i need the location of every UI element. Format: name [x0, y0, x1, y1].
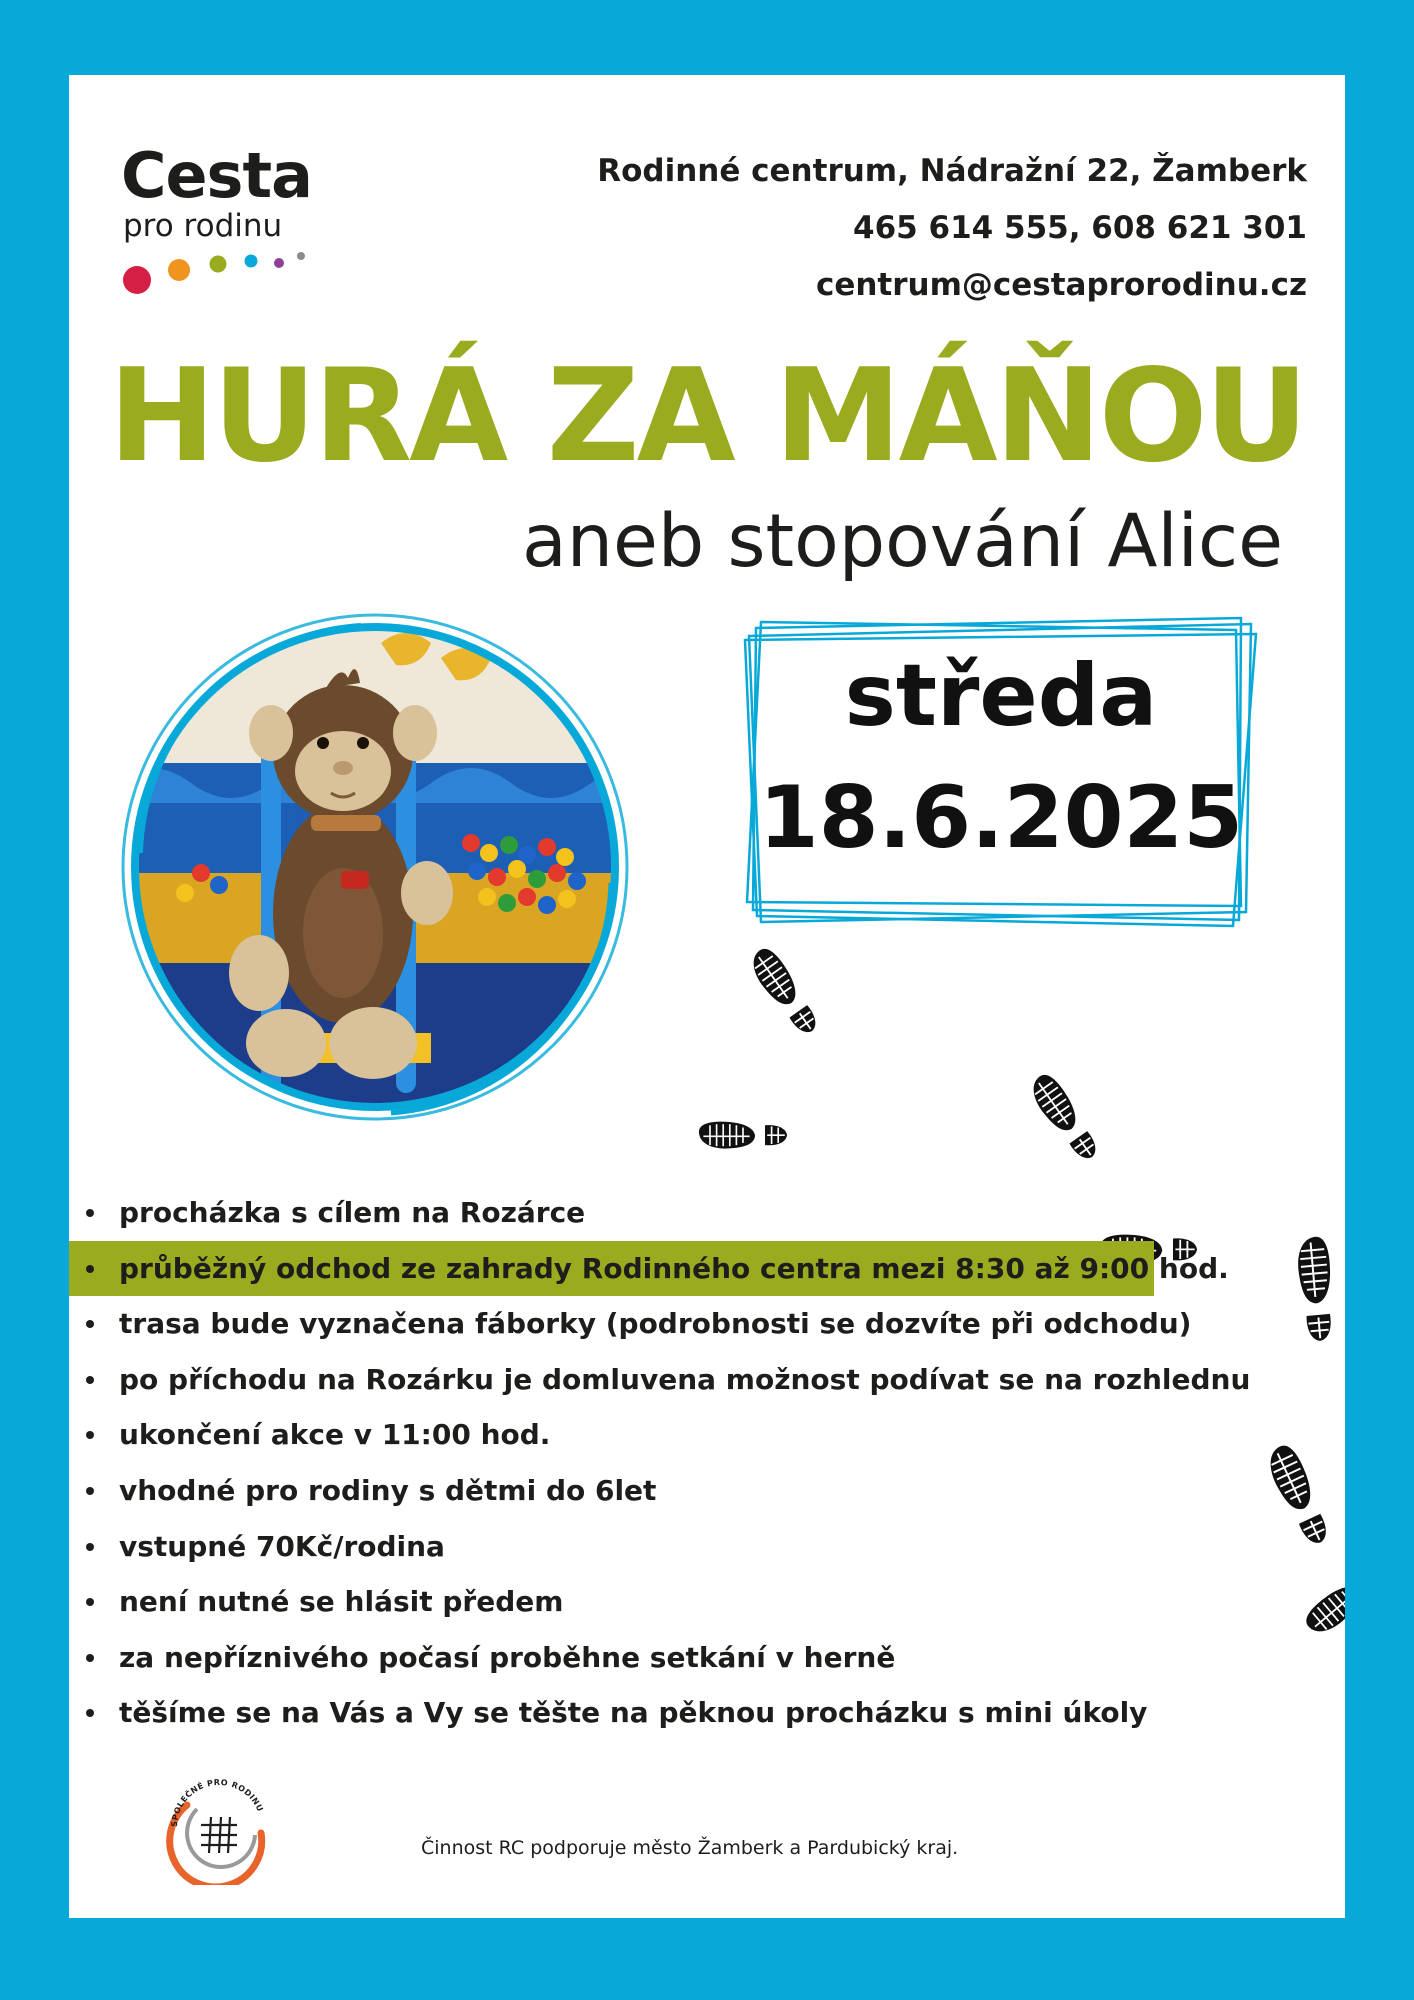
contact-phones: 465 614 555, 608 621 301	[853, 210, 1307, 246]
info-item-text: průběžný odchod ze zahrady Rodinného centra mezi 8:30 až 9:00 hod.	[119, 1251, 1229, 1285]
cesta-pro-rodinu-logo	[121, 139, 341, 315]
event-subtitle: aneb stopování Alice	[521, 499, 1283, 584]
info-item-text: procházka s cílem na Rozárce	[119, 1196, 586, 1229]
info-item-text: vstupné 70Kč/rodina	[119, 1529, 445, 1563]
info-item	[69, 1352, 1251, 1408]
event-date: 18.6.2025	[758, 768, 1244, 868]
monkey-photo	[111, 603, 639, 1131]
info-item	[69, 1463, 1189, 1519]
info-item	[69, 1519, 1189, 1575]
event-title: HURÁ ZA MÁŇOU	[108, 342, 1306, 491]
info-item	[69, 1685, 1189, 1741]
info-item	[69, 1574, 1189, 1630]
info-item-text: vhodné pro rodiny s dětmi do 6let	[119, 1473, 657, 1507]
spolecne-pro-rodinu-logo	[157, 1765, 277, 1885]
info-list	[69, 1185, 1251, 1741]
svg-text:SPOLEČNÉ PRO RODINU: SPOLEČNÉ PRO RODINU	[169, 1777, 265, 1828]
info-item	[69, 1407, 1189, 1463]
logo-subtitle: pro rodinu	[123, 208, 283, 244]
poster-page	[69, 75, 1345, 1918]
info-item-text: trasa bude vyznačena fáborky (podrobnosti se dozvíte při odchodu)	[119, 1307, 1192, 1341]
info-item-text: po příchodu na Rozárku je domluvena možnost podívat se na rozhlednu	[119, 1362, 1251, 1396]
info-item-text: není nutné se hlásit předem	[119, 1585, 564, 1619]
contact-email: centrum@cestaprorodinu.cz	[815, 267, 1307, 303]
info-item	[69, 1296, 1192, 1352]
info-item-text: těšíme se na Vás a Vy se těšte na pěknou procházku s mini úkoly	[119, 1696, 1148, 1730]
contact-block	[597, 143, 1307, 314]
logo-name: Cesta	[121, 139, 312, 212]
event-day: středa	[844, 646, 1158, 746]
info-item-highlighted	[69, 1241, 1229, 1297]
info-item-text: za nepříznivého počasí proběhne setkání v herně	[119, 1640, 896, 1674]
contact-address: Rodinné centrum, Nádražní 22, Žamberk	[597, 153, 1307, 189]
logo-dots-icon	[121, 250, 321, 300]
info-item	[69, 1185, 1189, 1241]
info-item-text: ukončení akce v 11:00 hod.	[119, 1418, 551, 1452]
footer-note: Činnost RC podporuje město Žamberk a Pardubický kraj.	[421, 1837, 959, 1859]
info-item	[69, 1630, 1189, 1686]
